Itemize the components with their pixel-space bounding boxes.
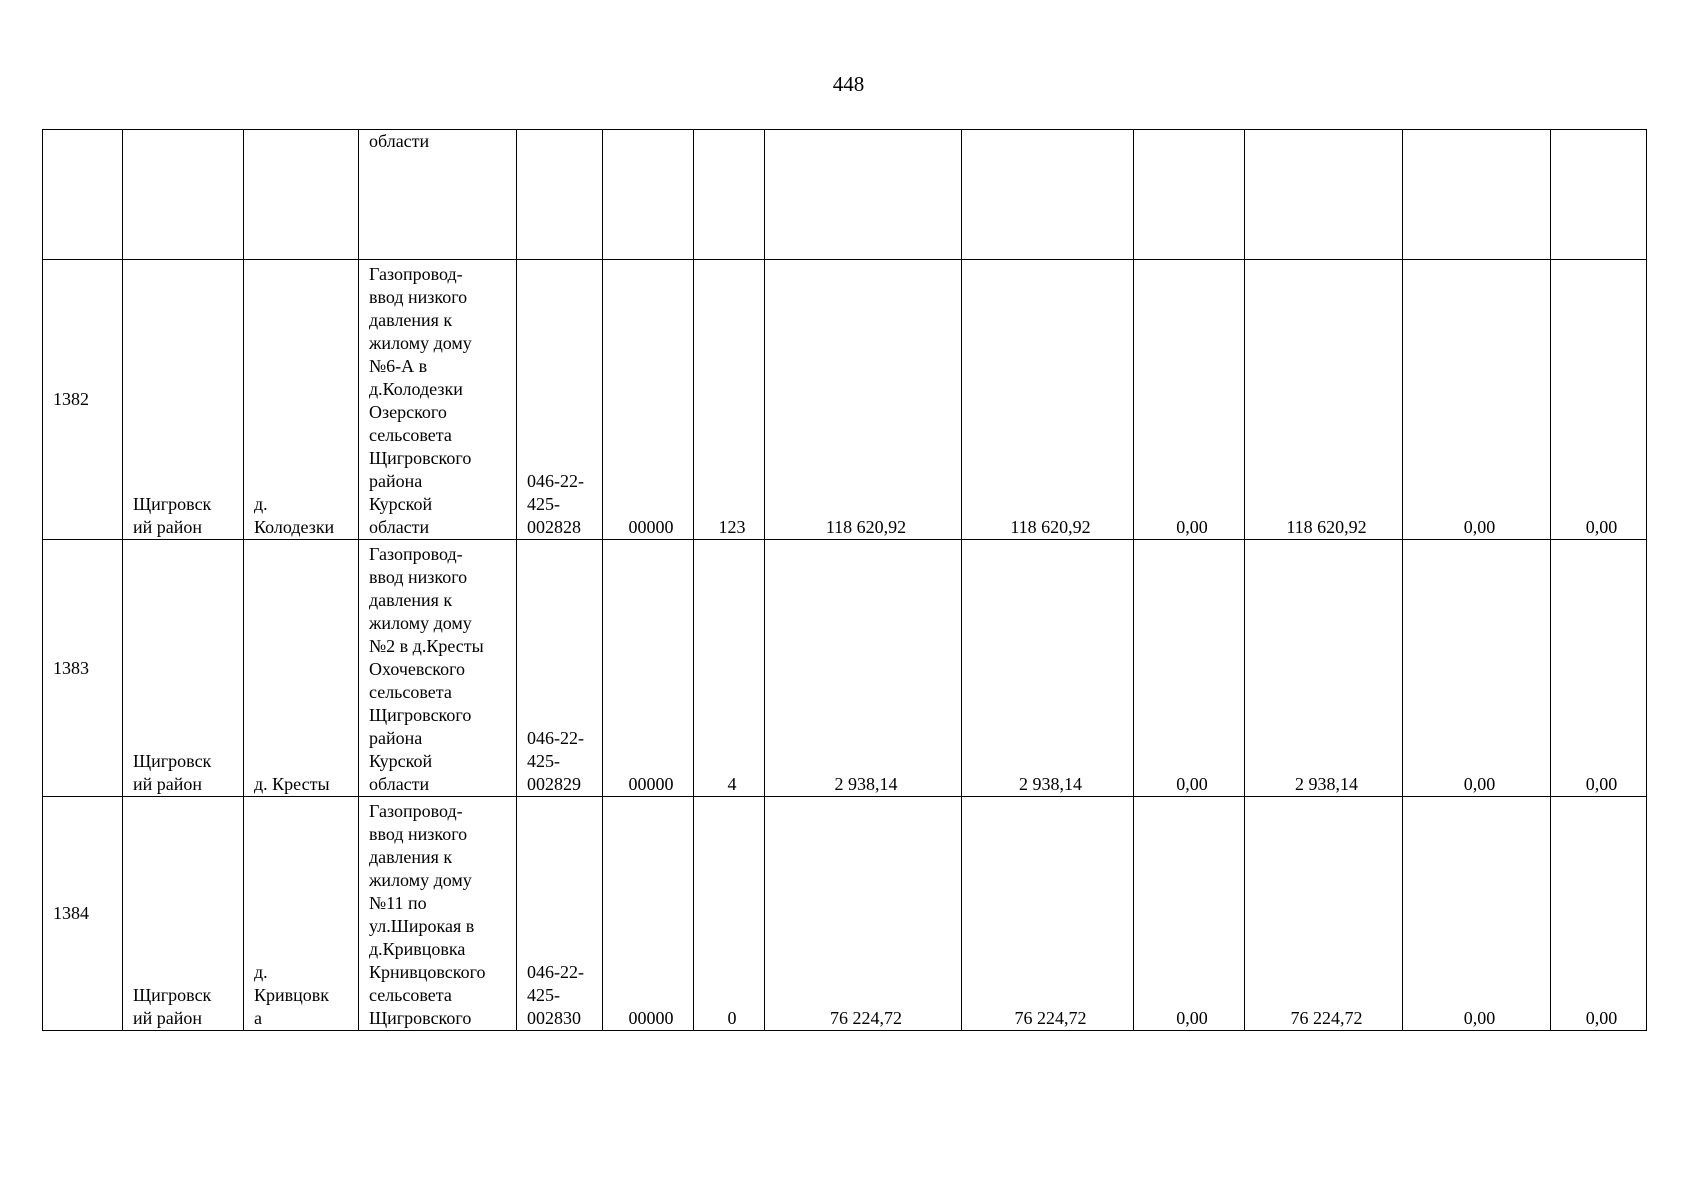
cell-amount4 [1245, 540, 1403, 797]
cell-description [359, 260, 517, 540]
amount3-text: 0,00 [1176, 517, 1208, 537]
description-text: области [369, 131, 430, 151]
cell-settlement [244, 260, 359, 540]
district-text: Щигровск ий район [133, 985, 212, 1028]
quantity-text: 123 [718, 517, 746, 537]
table-row-continuation [43, 130, 1647, 260]
cell-description [359, 540, 517, 797]
table-row [43, 260, 1647, 540]
amount1-text: 118 620,92 [825, 517, 907, 537]
cell-quantity [694, 130, 765, 260]
cell-registry-code [517, 260, 603, 540]
amount4-text: 2 938,14 [1295, 774, 1358, 794]
cell-registry-code [517, 540, 603, 797]
settlement-text: д. Колодезки [254, 494, 335, 537]
settlement-text: д. Кресты [254, 774, 330, 794]
code2-text: 00000 [628, 1008, 674, 1028]
cell-registry-code [517, 130, 603, 260]
index-text: 1384 [53, 903, 89, 923]
cell-amount2 [962, 797, 1134, 1031]
cell-district [123, 130, 244, 260]
description-text: Газопровод- ввод низкого давления к жилому дому №11 по ул.Широкая в д.Кривцовка Крнивцовского сельсовета Щигровского [369, 801, 486, 1028]
cell-amount5 [1403, 540, 1551, 797]
cell-amount2 [962, 540, 1134, 797]
cell-index [43, 260, 123, 540]
quantity-text: 4 [727, 774, 737, 794]
description-text: Газопровод- ввод низкого давления к жилому дому №2 в д.Кресты Охочевского сельсовета Щигровского района Курской области [369, 544, 484, 794]
quantity-text: 0 [727, 1008, 737, 1028]
amount3-text: 0,00 [1176, 774, 1208, 794]
amount6-text: 0,00 [1585, 1008, 1618, 1028]
cell-amount6 [1551, 260, 1647, 540]
cell-code2 [603, 540, 694, 797]
settlement-text: д. Кривцовк а [254, 962, 330, 1028]
cell-amount6 [1551, 797, 1647, 1031]
registry-code-text: 046-22- 425- 002830 [527, 962, 584, 1028]
cell-index [43, 540, 123, 797]
cell-registry-code [517, 797, 603, 1031]
cell-amount2 [962, 130, 1134, 260]
cell-amount6 [1551, 540, 1647, 797]
cell-amount5 [1403, 797, 1551, 1031]
amount3-text: 0,00 [1176, 1008, 1208, 1028]
cell-district [123, 260, 244, 540]
cell-index [43, 797, 123, 1031]
code2-text: 00000 [628, 517, 674, 537]
cell-description [359, 130, 517, 260]
amount4-text: 118 620,92 [1286, 517, 1367, 537]
cell-amount4 [1245, 797, 1403, 1031]
cell-district [123, 797, 244, 1031]
registry-table [42, 129, 1647, 1031]
cell-index [43, 130, 123, 260]
registry-code-text: 046-22- 425- 002829 [527, 728, 584, 794]
amount6-text: 0,00 [1585, 774, 1618, 794]
district-text: Щигровск ий район [133, 751, 212, 794]
cell-amount3 [1134, 130, 1245, 260]
index-text: 1382 [53, 389, 89, 409]
cell-amount5 [1403, 260, 1551, 540]
amount5-text: 0,00 [1463, 774, 1496, 794]
cell-code2 [603, 130, 694, 260]
cell-amount3 [1134, 797, 1245, 1031]
cell-amount4 [1245, 260, 1403, 540]
district-text: Щигровск ий район [133, 494, 212, 537]
cell-quantity [694, 260, 765, 540]
registry-code-text: 046-22- 425- 002828 [527, 471, 584, 537]
cell-district [123, 540, 244, 797]
cell-amount3 [1134, 540, 1245, 797]
cell-settlement [244, 540, 359, 797]
cell-quantity [694, 540, 765, 797]
index-text: 1383 [53, 657, 89, 678]
cell-amount3 [1134, 260, 1245, 540]
amount2-text: 76 224,72 [1014, 1008, 1087, 1028]
amount5-text: 0,00 [1463, 517, 1496, 537]
page-number: 448 [832, 72, 865, 96]
amount4-text: 76 224,72 [1290, 1008, 1363, 1028]
table-row [43, 797, 1647, 1031]
cell-amount4 [1245, 130, 1403, 260]
cell-description [359, 797, 517, 1031]
cell-amount1 [765, 540, 962, 797]
amount2-text: 118 620,92 [1010, 517, 1091, 537]
table-row [43, 540, 1647, 797]
cell-code2 [603, 797, 694, 1031]
cell-amount1 [765, 130, 962, 260]
amount6-text: 0,00 [1585, 517, 1618, 537]
cell-amount6 [1551, 130, 1647, 260]
amount1-text: 2 938,14 [834, 774, 898, 794]
cell-settlement [244, 130, 359, 260]
amount1-text: 76 224,72 [830, 1008, 902, 1028]
amount5-text: 0,00 [1463, 1008, 1496, 1028]
cell-amount1 [765, 797, 962, 1031]
cell-quantity [694, 797, 765, 1031]
description-text: Газопровод- ввод низкого давления к жилому дому №6-А в д.Колодезки Озерского сельсовета Щигровского района Курской области [369, 264, 472, 537]
cell-settlement [244, 797, 359, 1031]
amount2-text: 2 938,14 [1019, 774, 1082, 794]
code2-text: 00000 [628, 774, 674, 794]
cell-amount2 [962, 260, 1134, 540]
cell-code2 [603, 260, 694, 540]
cell-amount1 [765, 260, 962, 540]
cell-amount5 [1403, 130, 1551, 260]
